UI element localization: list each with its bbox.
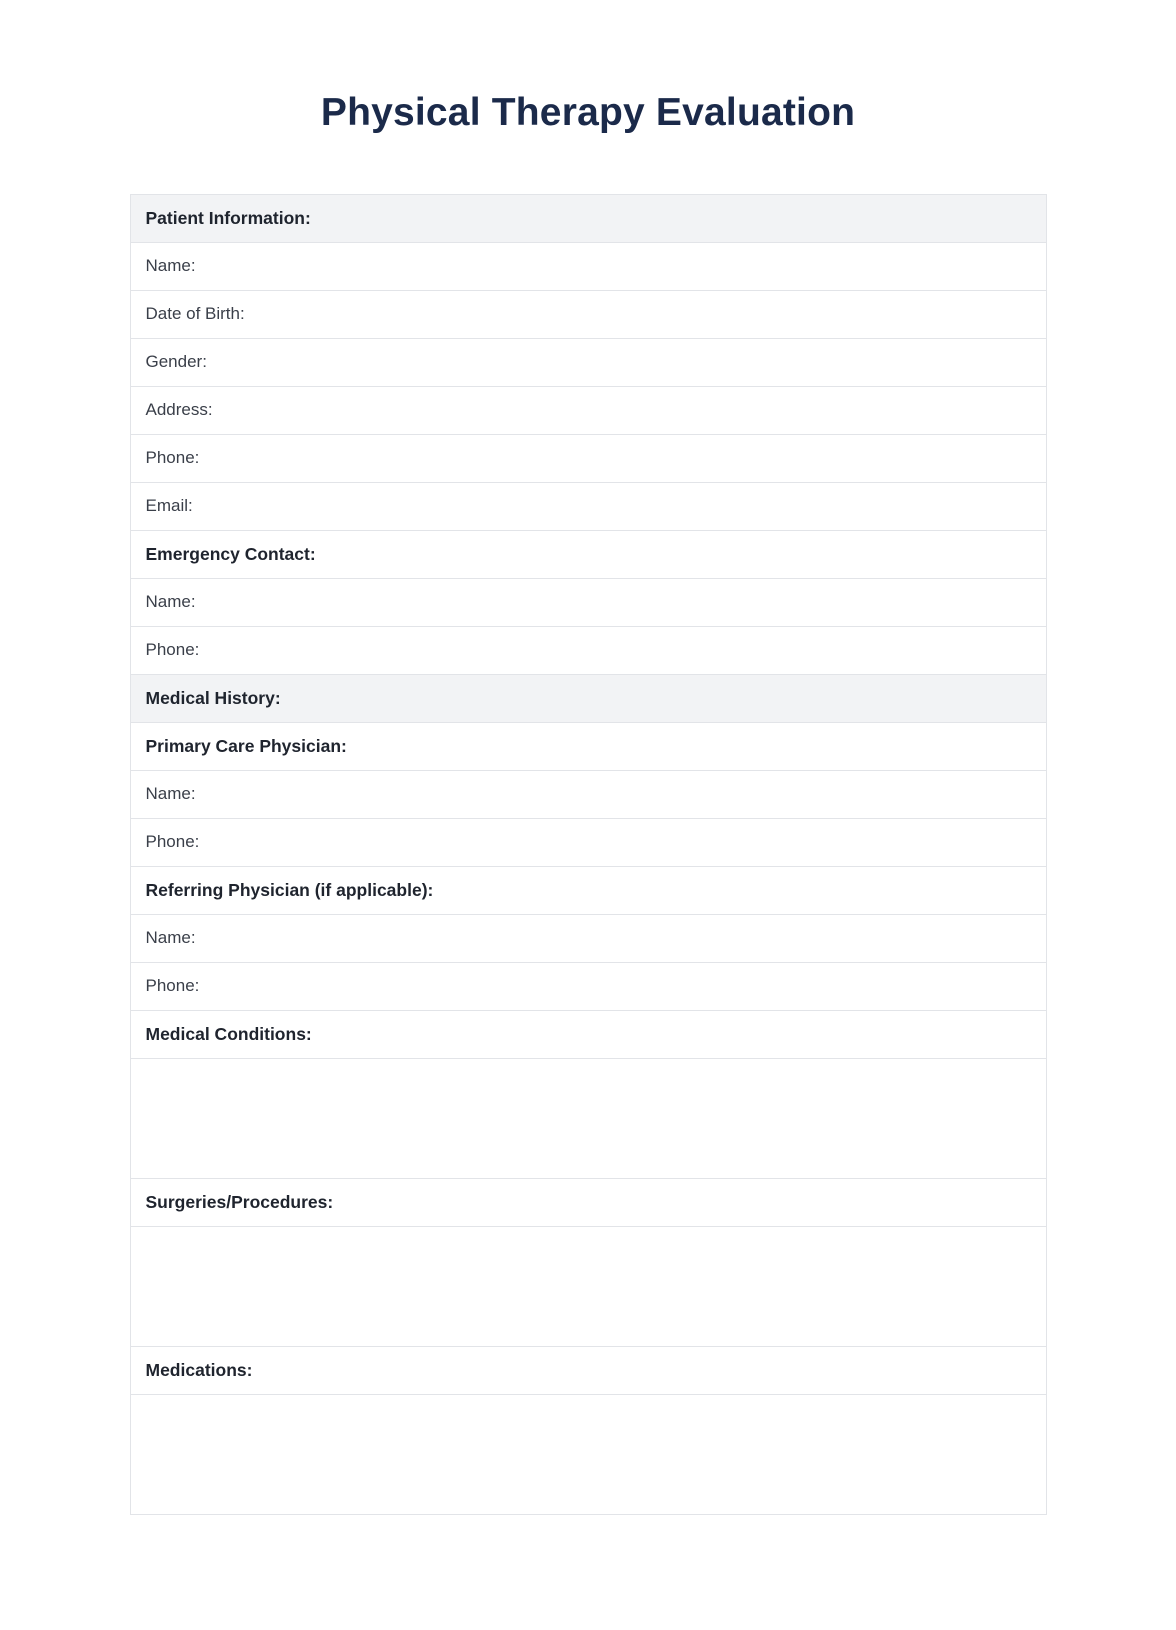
form-subsection-header: Medical Conditions:: [130, 1010, 1046, 1058]
table-row: [130, 482, 1046, 530]
form-subsection-header: Emergency Contact:: [130, 530, 1046, 578]
form-subsection-header: Medications:: [130, 1346, 1046, 1394]
table-row: [130, 578, 1046, 626]
form-section-header: Medical History:: [130, 674, 1046, 722]
form-field-row[interactable]: Phone:: [130, 626, 1046, 674]
table-row: [130, 1178, 1046, 1226]
form-table-body: [130, 194, 1046, 1514]
form-field-row[interactable]: Name:: [130, 242, 1046, 290]
table-row: [130, 1346, 1046, 1394]
form-field-row[interactable]: Phone:: [130, 962, 1046, 1010]
form-field-row[interactable]: Name:: [130, 578, 1046, 626]
table-row: [130, 722, 1046, 770]
table-row: [130, 914, 1046, 962]
table-row: [130, 818, 1046, 866]
table-row: [130, 962, 1046, 1010]
table-row: [130, 242, 1046, 290]
form-field-row[interactable]: Email:: [130, 482, 1046, 530]
table-row: [130, 1226, 1046, 1346]
table-row: [130, 530, 1046, 578]
table-row: [130, 1010, 1046, 1058]
form-field-row[interactable]: Gender:: [130, 338, 1046, 386]
form-field-row[interactable]: Date of Birth:: [130, 290, 1046, 338]
table-row: [130, 674, 1046, 722]
form-write-in-area[interactable]: [130, 1058, 1046, 1178]
form-write-in-area[interactable]: [130, 1226, 1046, 1346]
table-row: [130, 290, 1046, 338]
table-row: [130, 1394, 1046, 1514]
form-subsection-header: Referring Physician (if applicable):: [130, 866, 1046, 914]
form-subsection-header: Primary Care Physician:: [130, 722, 1046, 770]
table-row: [130, 434, 1046, 482]
table-row: [130, 1058, 1046, 1178]
form-write-in-area[interactable]: [130, 1394, 1046, 1514]
page-title: Physical Therapy Evaluation: [320, 91, 856, 134]
form-field-row[interactable]: Name:: [130, 770, 1046, 818]
form-section-header: Patient Information:: [130, 194, 1046, 242]
table-row: [130, 386, 1046, 434]
table-row: [130, 626, 1046, 674]
form-subsection-header: Surgeries/Procedures:: [130, 1178, 1046, 1226]
form-field-row[interactable]: Address:: [130, 386, 1046, 434]
form-field-row[interactable]: Phone:: [130, 434, 1046, 482]
table-row: [130, 866, 1046, 914]
table-row: [130, 770, 1046, 818]
form-field-row[interactable]: Phone:: [130, 818, 1046, 866]
table-row: [130, 338, 1046, 386]
table-row: [130, 194, 1046, 242]
form-field-row[interactable]: Name:: [130, 914, 1046, 962]
evaluation-form-table: [130, 194, 1047, 1515]
